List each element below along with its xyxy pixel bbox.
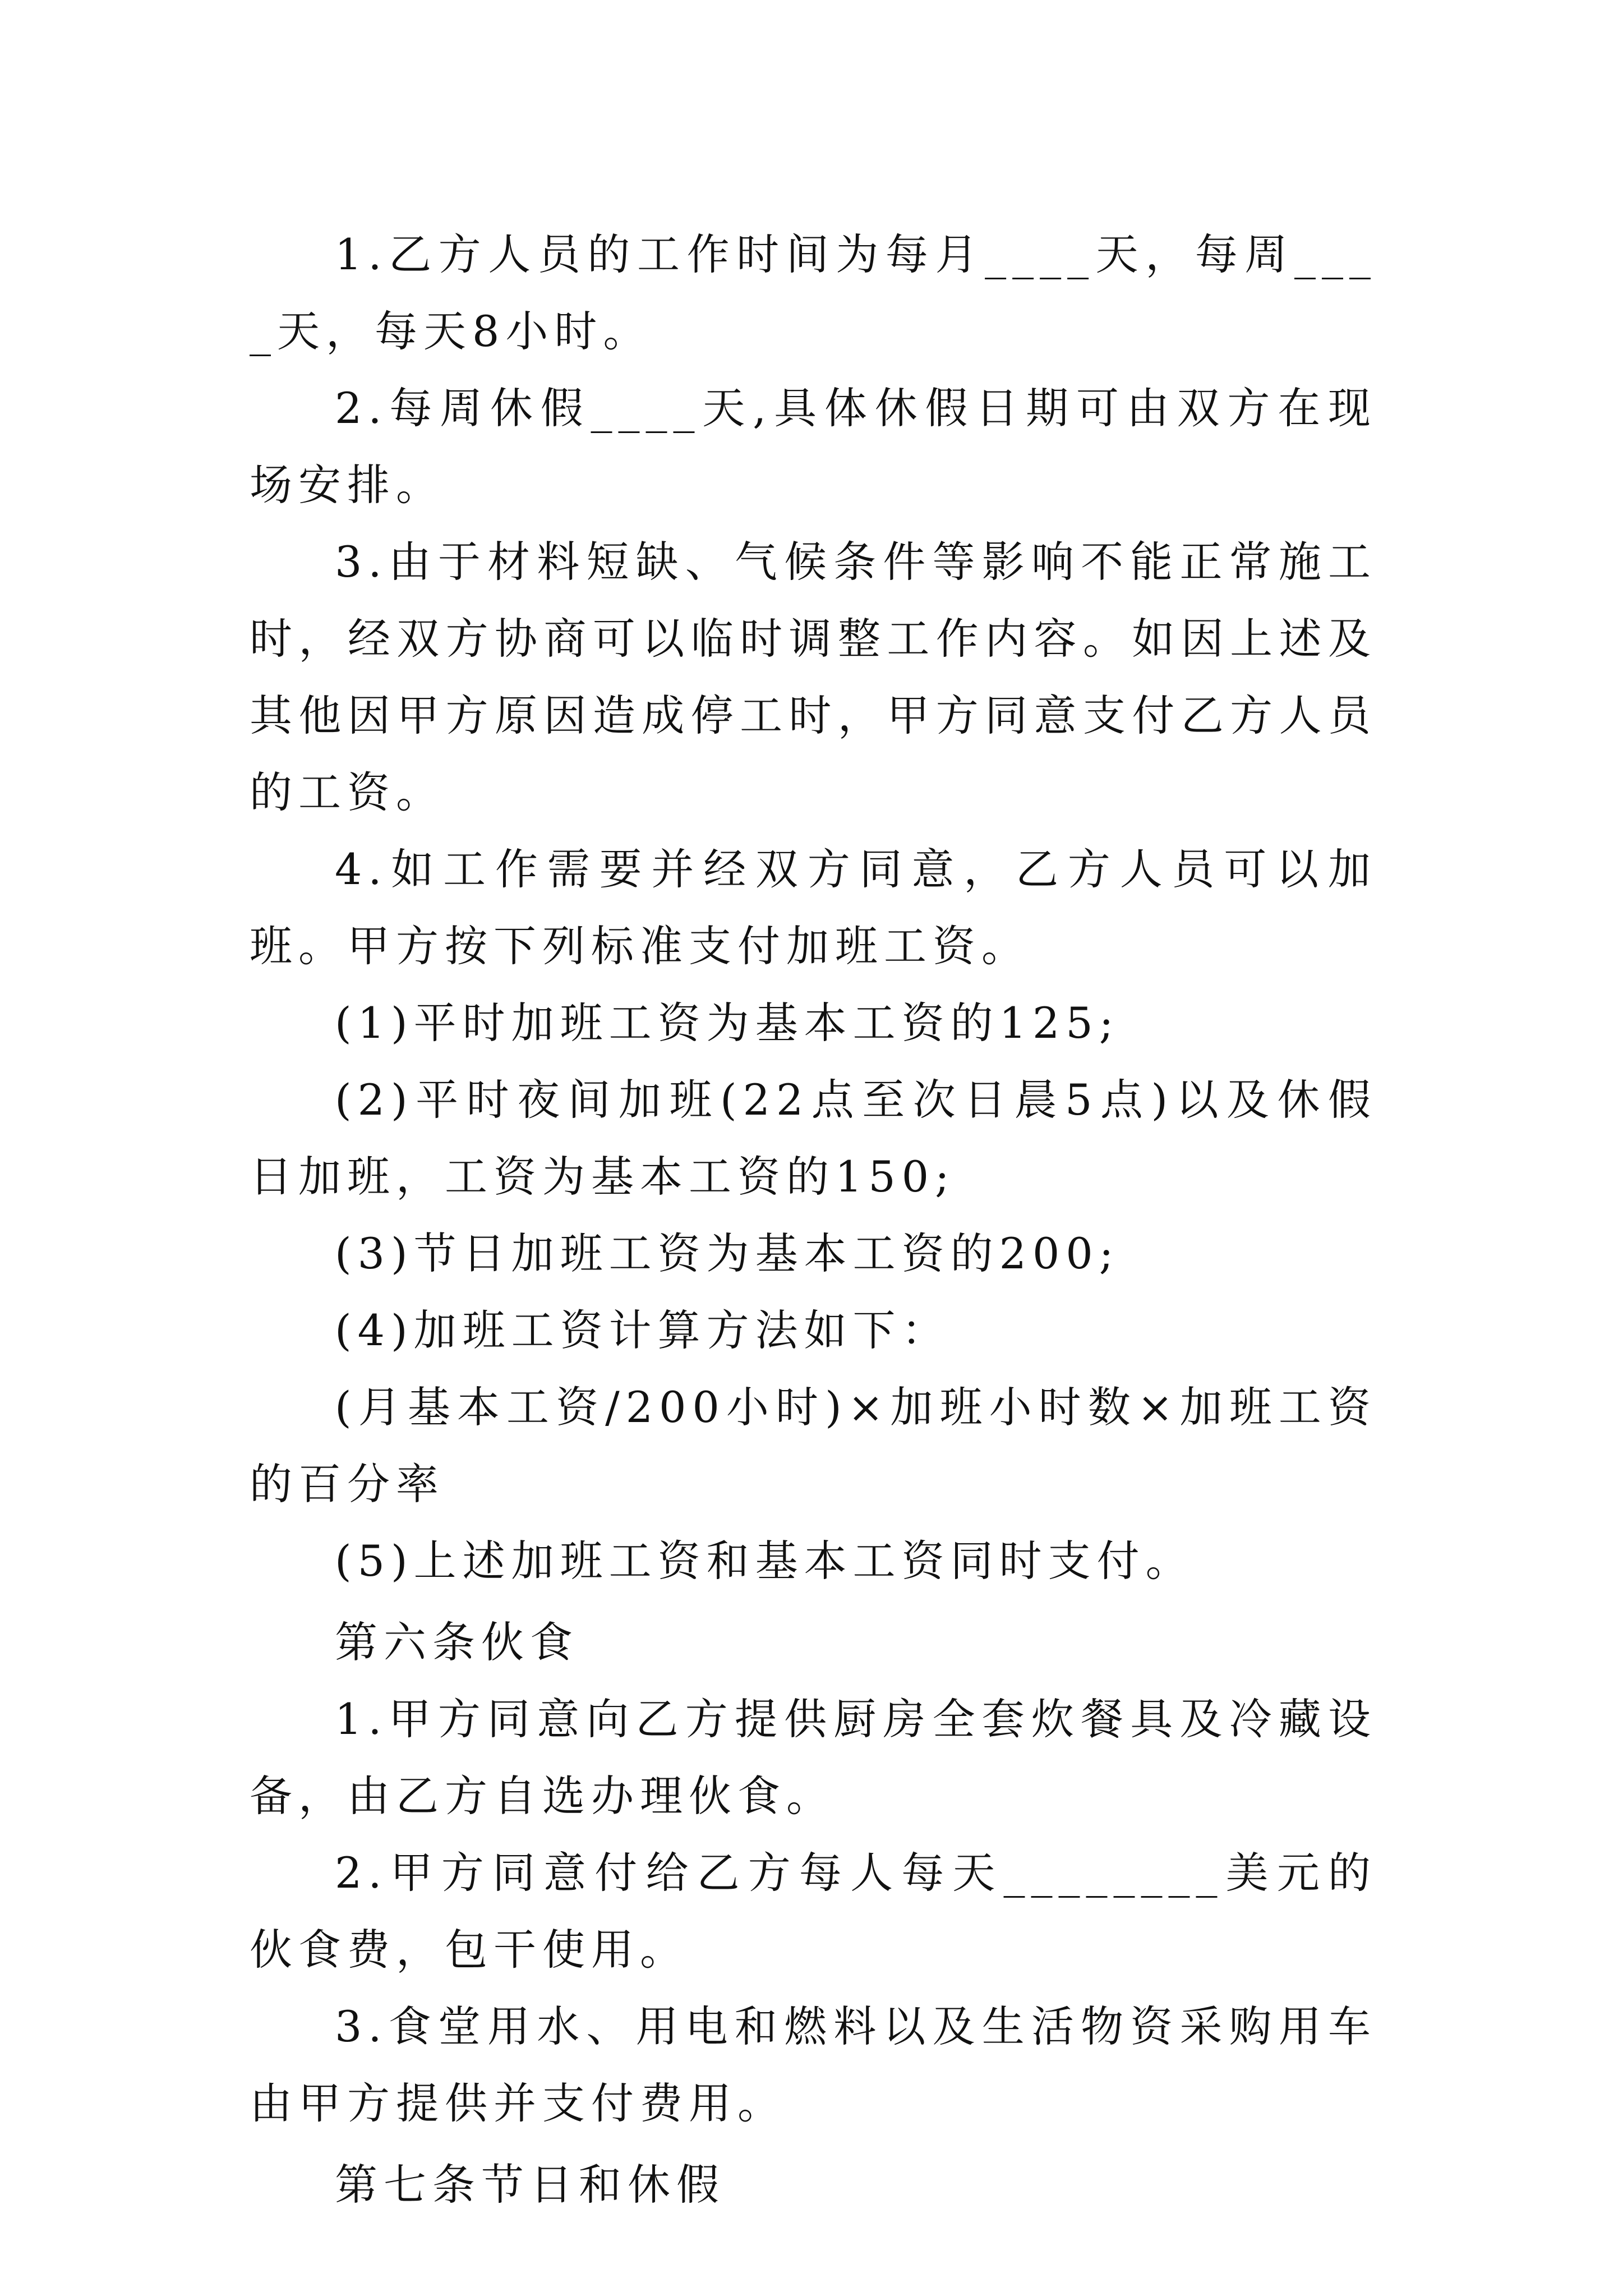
clause-work-hours: 1.乙方人员的工作时间为每月____天，每周____天，每天8小时。 [250,229,1377,356]
overtime-calculation-title: (4)加班工资计算方法如下： [335,1305,951,1355]
overtime-rate-night-holiday: (2)平时夜间加班(22点至次日晨5点)以及休假日加班，工资为基本工资的150; [250,1075,1377,1202]
clause-weekly-leave: 2.每周休假____天,具体休假日期可由双方在现场安排。 [250,383,1377,510]
overtime-rate-festival: (3)节日加班工资为基本工资的200; [335,1228,1120,1278]
clause-canteen-utilities: 3.食堂用水、用电和燃料以及生活物资采购用车由甲方提供并支付费用。 [250,2001,1377,2128]
clause-meal-allowance: 2.甲方同意付给乙方每人每天________美元的伙食费，包干使用。 [250,1848,1377,1975]
overtime-rate-normal: (1)平时加班工资为基本工资的125; [335,998,1120,1048]
overtime-formula: (月基本工资/200小时)×加班小时数×加班工资的百分率 [250,1382,1377,1509]
clause-overtime: 4.如工作需要并经双方同意，乙方人员可以加班。甲方按下列标准支付加班工资。 [250,844,1377,971]
section-heading-meals: 第六条伙食 [335,1617,579,1667]
clause-work-adjustment: 3.由于材料短缺、气候条件等影响不能正常施工时，经双方协商可以临时调整工作内容。如因上述及其他因甲方原因造成停工时，甲方同意支付乙方人员的工资。 [250,537,1377,817]
clause-kitchen: 1.甲方同意向乙方提供厨房全套炊餐具及冷藏设备，由乙方自选办理伙食。 [250,1694,1377,1821]
overtime-payment: (5)上述加班工资和基本工资同时支付。 [335,1536,1195,1586]
section-heading-holidays: 第七条节日和休假 [335,2160,725,2210]
document-body [250,216,1377,2223]
